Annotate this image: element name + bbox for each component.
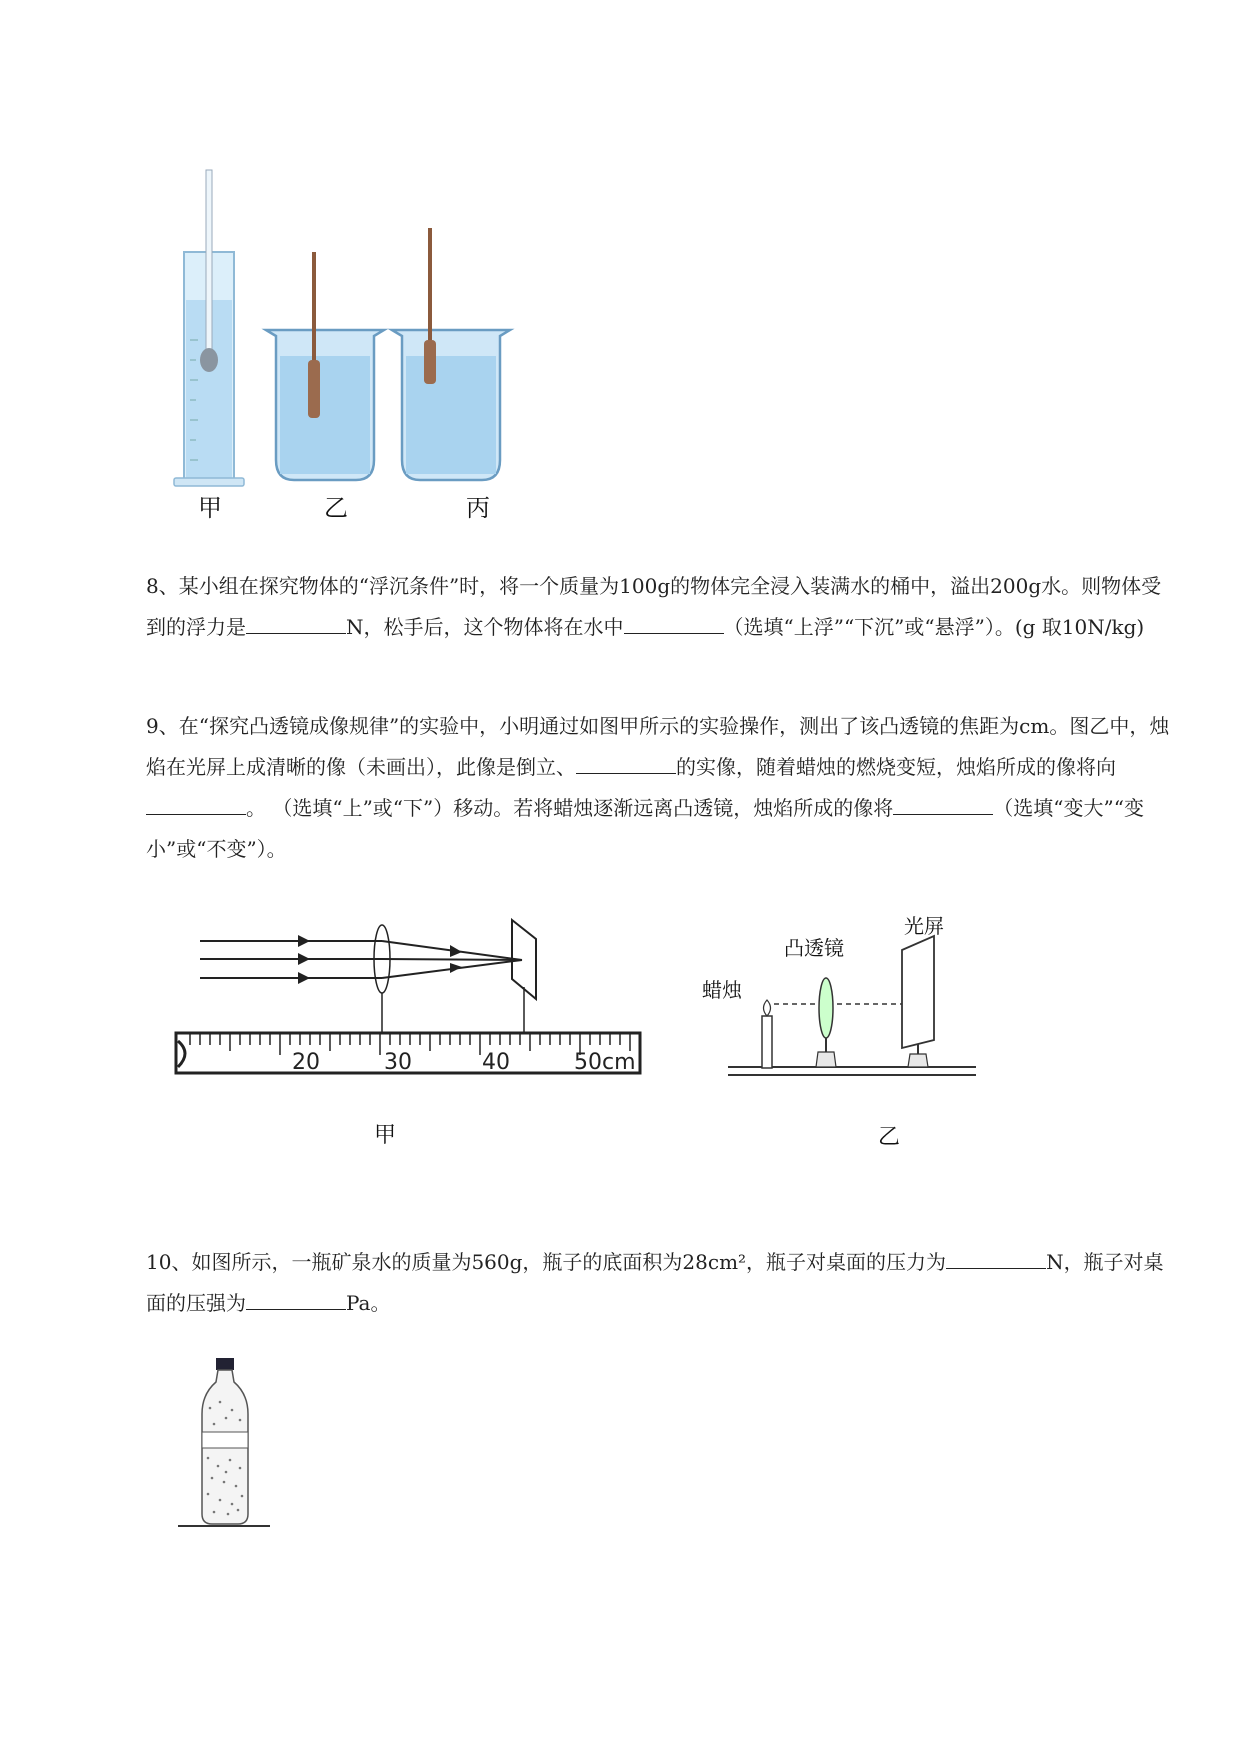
q9-blank-2[interactable]: [146, 792, 246, 815]
beaker-yi: [266, 252, 384, 480]
q9-text-2: 的实像，随着蜡烛的燃烧变短，烛焰所成的像将向: [676, 755, 1116, 779]
question-8: [146, 566, 1176, 648]
label-lens: 凸透镜: [784, 936, 844, 960]
beaker-bing: [392, 228, 510, 480]
water-bottle-figure: [170, 1354, 280, 1534]
label-candle: 蜡烛: [702, 978, 742, 1002]
hydrometer-figure: [170, 160, 540, 520]
label-screen: 光屏: [904, 914, 944, 938]
ruler-tick-40: 40: [482, 1050, 510, 1075]
q8-text-2: N，松手后，这个物体将在水中: [346, 615, 624, 639]
ruler-tick-20: 20: [292, 1050, 320, 1075]
label-bing-top: 丙: [466, 494, 490, 522]
q10-blank-2[interactable]: [246, 1287, 346, 1310]
q8-text-3: （选填“上浮”“下沉”或“悬浮”）。(g 取10N/kg): [723, 615, 1145, 639]
q8-blank-2[interactable]: [624, 611, 724, 634]
q10-text-3: Pa。: [346, 1291, 391, 1315]
q9-blank-3[interactable]: [893, 792, 993, 815]
label-yi-top: 乙: [324, 494, 348, 522]
q9-text-4: （选填“变大”“变小”或“不变”）。: [146, 796, 1144, 861]
q9-text-1: 9、在“探究凸透镜成像规律”的实验中，小明通过如图甲所示的实验操作，测出了该凸透镜的焦距为cm。图乙中，烛焰在光屏上成清晰的像（未画出），此像是倒立、: [146, 714, 1170, 779]
ruler-tick-30: 30: [384, 1050, 412, 1075]
q10-text-1: 10、如图所示，一瓶矿泉水的质量为560g，瓶子的底面积为28cm²，瓶子对桌面的压力为: [146, 1250, 947, 1274]
question-10: [146, 1242, 1176, 1324]
q8-text-1: 8、某小组在探究物体的“浮沉条件”时，将一个质量为100g的物体完全浸入装满水的桶中，溢出200g水。则物体受到的浮力是: [146, 574, 1162, 639]
q10-blank-1[interactable]: [946, 1246, 1046, 1269]
imaging-setup-figure: [724, 912, 984, 1082]
label-jia-top: 甲: [198, 494, 222, 522]
q9-blank-1[interactable]: [576, 751, 676, 774]
ruler-tick-50: 50cm: [574, 1050, 636, 1075]
focal-length-figure: [170, 915, 650, 1095]
question-9: [146, 706, 1176, 870]
q10-text-2: N，瓶子对桌面的压强为: [146, 1250, 1164, 1315]
label-jia-lens: 甲: [374, 1123, 397, 1148]
label-yi-lens: 乙: [878, 1125, 901, 1150]
q9-text-3: 。 （选填“上”或“下”）移动。若将蜡烛逐渐远离凸透镜，烛焰所成的像将: [246, 796, 894, 820]
graduated-cylinder: [174, 170, 244, 486]
q8-blank-1[interactable]: [246, 611, 346, 634]
